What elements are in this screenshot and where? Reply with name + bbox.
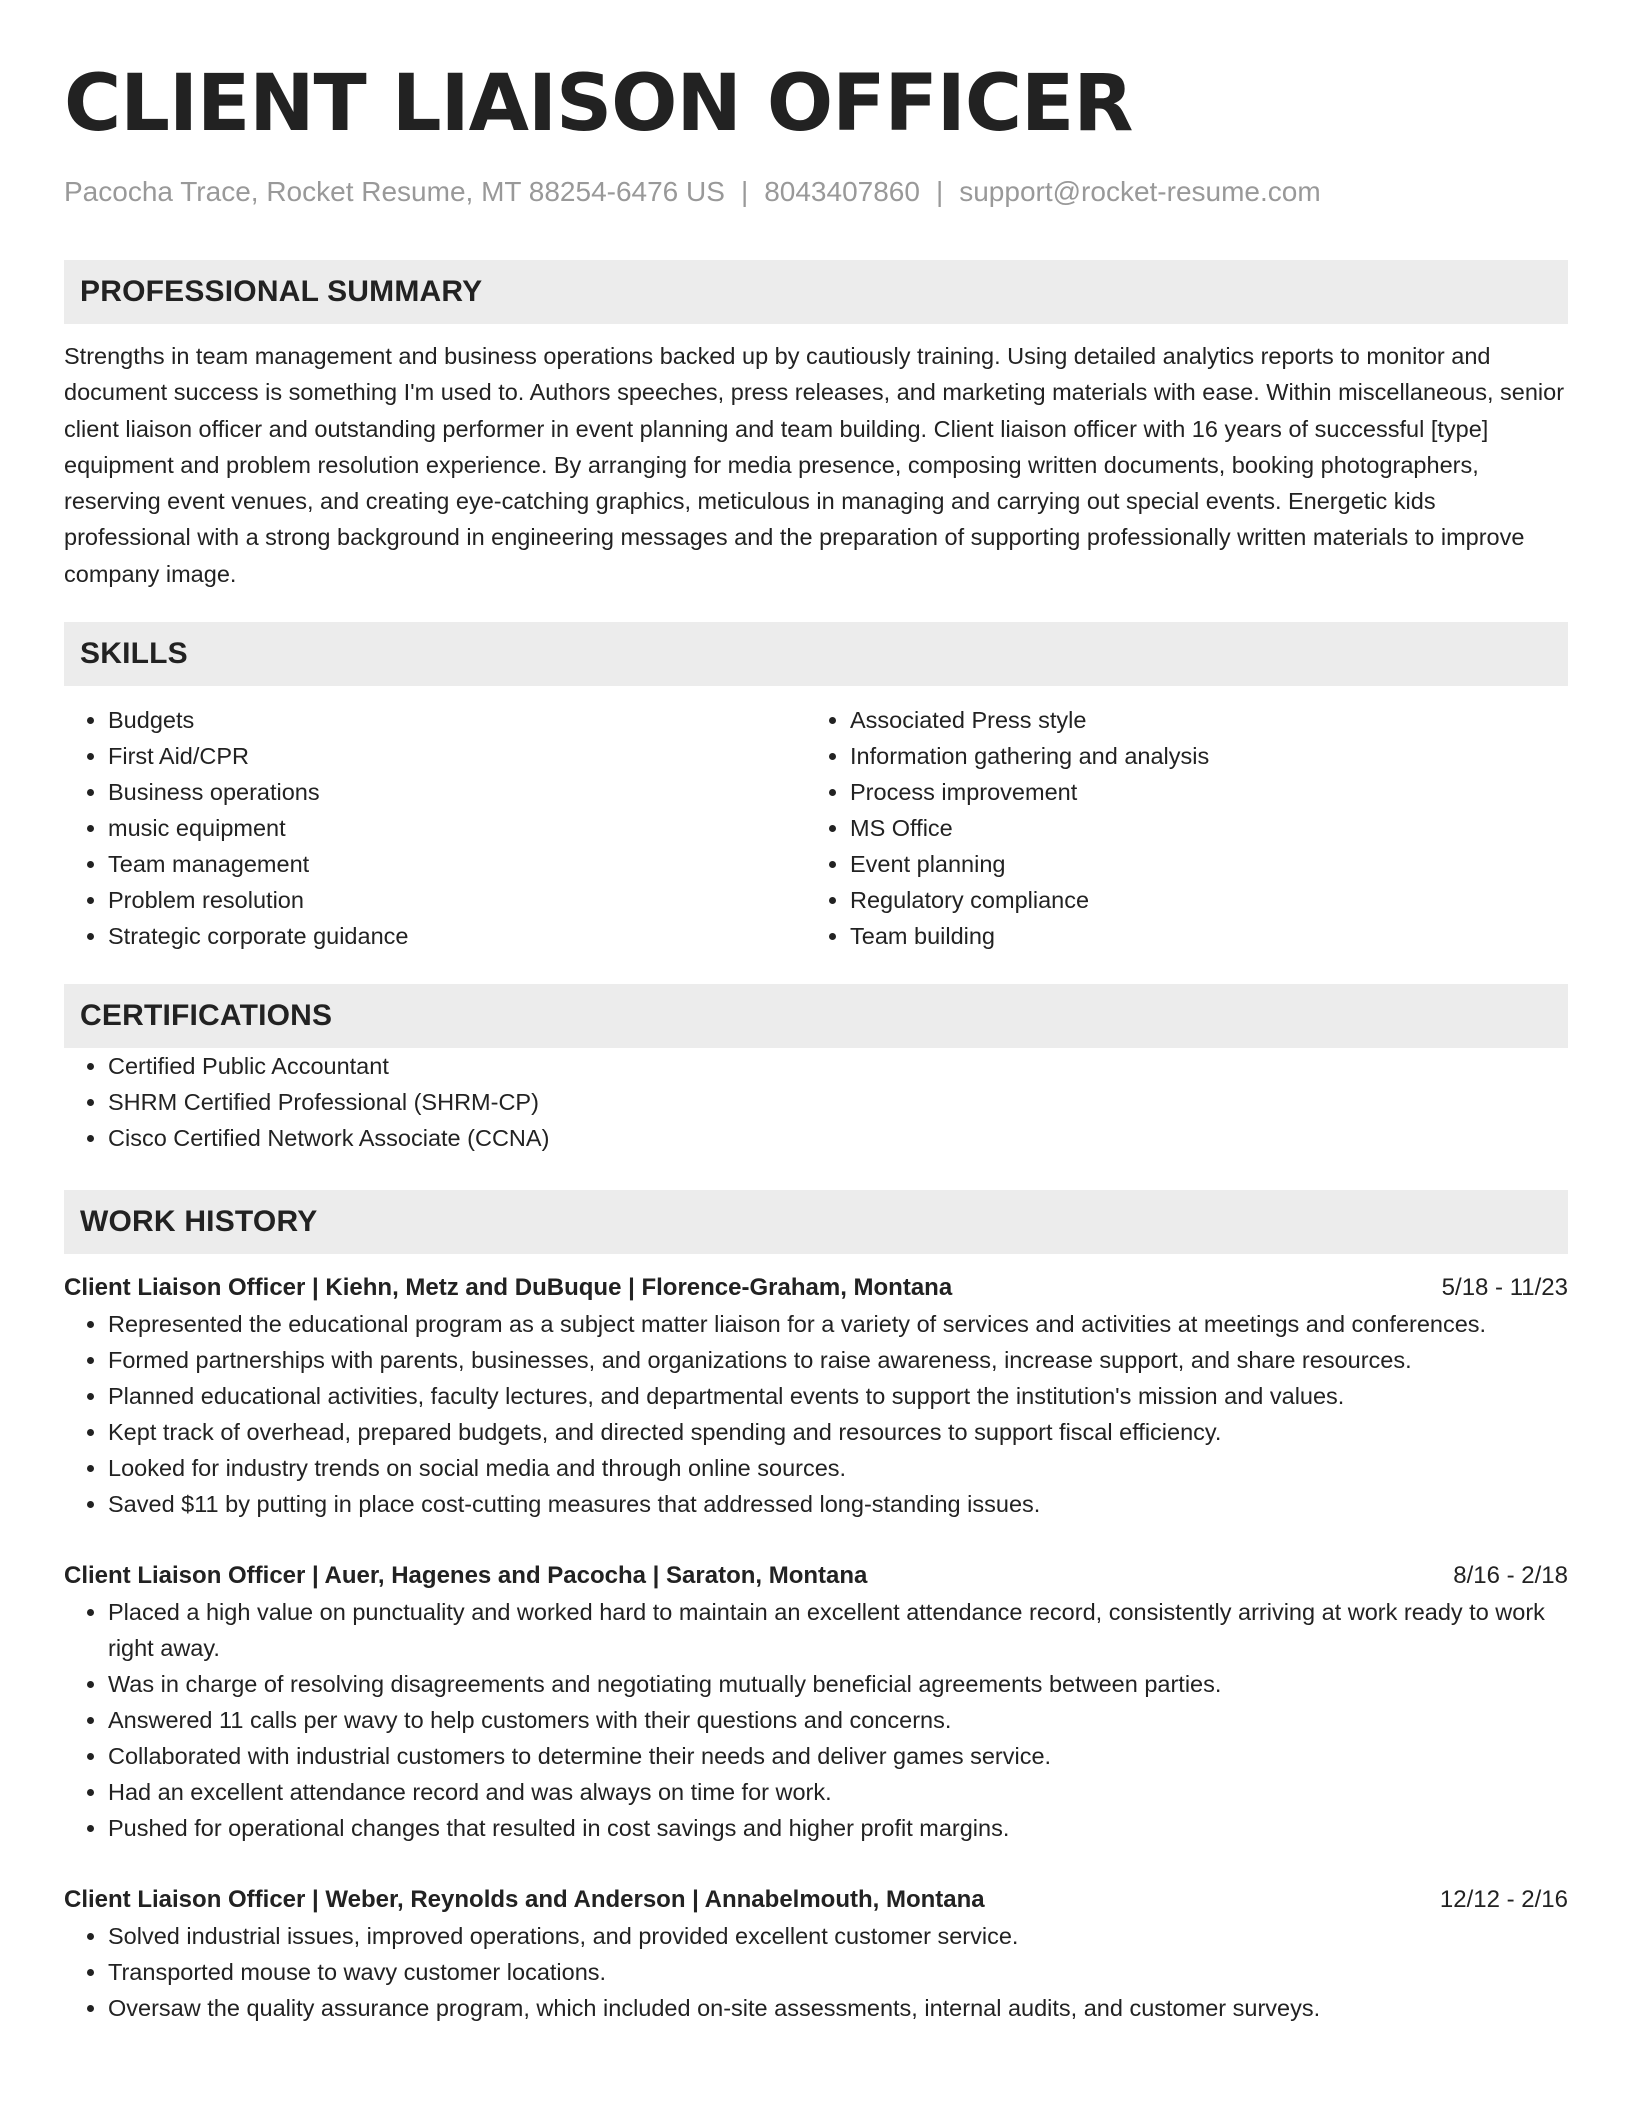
skills-column-right (806, 702, 1548, 954)
list-item: • Cisco Certified Network Associate (CCNA) (108, 1120, 1568, 1156)
job-bullets (64, 1918, 1568, 2026)
list-item: • Planned educational activities, faculty lectures, and departmental events to support the institution's mission and values. (108, 1378, 1568, 1414)
job-heading (64, 1882, 1568, 1918)
summary-text: Strengths in team management and business operations backed up by cautiously training. Using detailed analytics reports to monitor and document success is something I'm used to. Authors speeches, press releases, and marketing materials with ease. Within miscellaneous, senior client liaison officer and outstanding performer in event planning and team building. Client liaison officer with 16 years of successful [type] equipment and problem resolution experience. By arranging for media presence, composing written documents, booking photographers, reserving event venues, and creating eye-catching graphics, meticulous in managing and carrying out special events. Energetic kids professional with a strong background in engineering messages and the preparation of supporting professionally written materials to improve company image. (64, 343, 1565, 587)
section-header-certifications: CERTIFICATIONS (64, 984, 1568, 1048)
contact-email: support@rocket-resume.com (959, 176, 1321, 207)
list-item: • Looked for industry trends on social media and through online sources. (108, 1450, 1568, 1486)
certifications-list (64, 1048, 1568, 1156)
list-item: • Answered 11 calls per wavy to help customers with their questions and concerns. (108, 1702, 1568, 1738)
contact-phone: 8043407860 (764, 176, 920, 207)
list-item: • Represented the educational program as a subject matter liaison for a variety of services and activities at meetings and conferences. (108, 1306, 1568, 1342)
list-item: • Process improvement (850, 774, 1548, 810)
job-title: Client Liaison Officer | Weber, Reynolds and Anderson | Annabelmouth, Montana (64, 1886, 985, 1914)
section-header-summary: PROFESSIONAL SUMMARY (64, 260, 1568, 324)
job-bullets (64, 1594, 1568, 1846)
contact-address: Pacocha Trace, Rocket Resume, MT 88254-6476 US (64, 176, 725, 207)
list-item: • Pushed for operational changes that resulted in cost savings and higher profit margins. (108, 1810, 1568, 1846)
list-item: • Event planning (850, 846, 1548, 882)
job-bullets (64, 1306, 1568, 1522)
skills-list (64, 702, 1568, 954)
list-item: • Team building (850, 918, 1548, 954)
job-dates: 12/12 - 2/16 (1439, 1886, 1568, 1914)
list-item: • First Aid/CPR (108, 738, 806, 774)
contact-line (64, 174, 1568, 210)
list-item: • Transported mouse to wavy customer locations. (108, 1954, 1568, 1990)
section-header-work-history: WORK HISTORY (64, 1190, 1568, 1254)
list-item: • Placed a high value on punctuality and worked hard to maintain an excellent attendance record, consistently arriving at work ready to work right away. (108, 1594, 1568, 1666)
job-heading (64, 1270, 1568, 1306)
job-title: Client Liaison Officer | Kiehn, Metz and DuBuque | Florence-Graham, Montana (64, 1274, 953, 1302)
job-heading (64, 1558, 1568, 1594)
list-item: • Solved industrial issues, improved operations, and provided excellent customer service. (108, 1918, 1568, 1954)
list-item: • Budgets (108, 702, 806, 738)
list-item: • Oversaw the quality assurance program, which included on-site assessments, internal audits, and customer surveys. (108, 1990, 1568, 2026)
list-item: • SHRM Certified Professional (SHRM-CP) (108, 1084, 1568, 1120)
job-title: Client Liaison Officer | Auer, Hagenes and Pacocha | Saraton, Montana (64, 1562, 868, 1590)
list-item: • music equipment (108, 810, 806, 846)
contact-separator: | (935, 176, 944, 207)
list-item: • Strategic corporate guidance (108, 918, 806, 954)
section-header-skills: SKILLS (64, 622, 1568, 686)
list-item: • Was in charge of resolving disagreements and negotiating mutually beneficial agreements between parties. (108, 1666, 1568, 1702)
list-item: • Certified Public Accountant (108, 1048, 1568, 1084)
list-item: • Saved $11 by putting in place cost-cutting measures that addressed long-standing issues. (108, 1486, 1568, 1522)
job-dates: 5/18 - 11/23 (1441, 1274, 1568, 1302)
contact-separator: | (740, 176, 749, 207)
list-item: • Formed partnerships with parents, businesses, and organizations to raise awareness, increase support, and share resources. (108, 1342, 1568, 1378)
list-item: • Team management (108, 846, 806, 882)
list-item: • Associated Press style (850, 702, 1548, 738)
list-item: • MS Office (850, 810, 1548, 846)
list-item: • Regulatory compliance (850, 882, 1548, 918)
list-item: • Collaborated with industrial customers to determine their needs and deliver games service. (108, 1738, 1568, 1774)
list-item: • Business operations (108, 774, 806, 810)
list-item: • Information gathering and analysis (850, 738, 1548, 774)
candidate-name: CLIENT LIAISON OFFICER (64, 59, 1133, 149)
skills-column-left (64, 702, 806, 954)
list-item: • Had an excellent attendance record and was always on time for work. (108, 1774, 1568, 1810)
list-item: • Kept track of overhead, prepared budgets, and directed spending and resources to support fiscal efficiency. (108, 1414, 1568, 1450)
job-dates: 8/16 - 2/18 (1453, 1562, 1568, 1590)
list-item: • Problem resolution (108, 882, 806, 918)
